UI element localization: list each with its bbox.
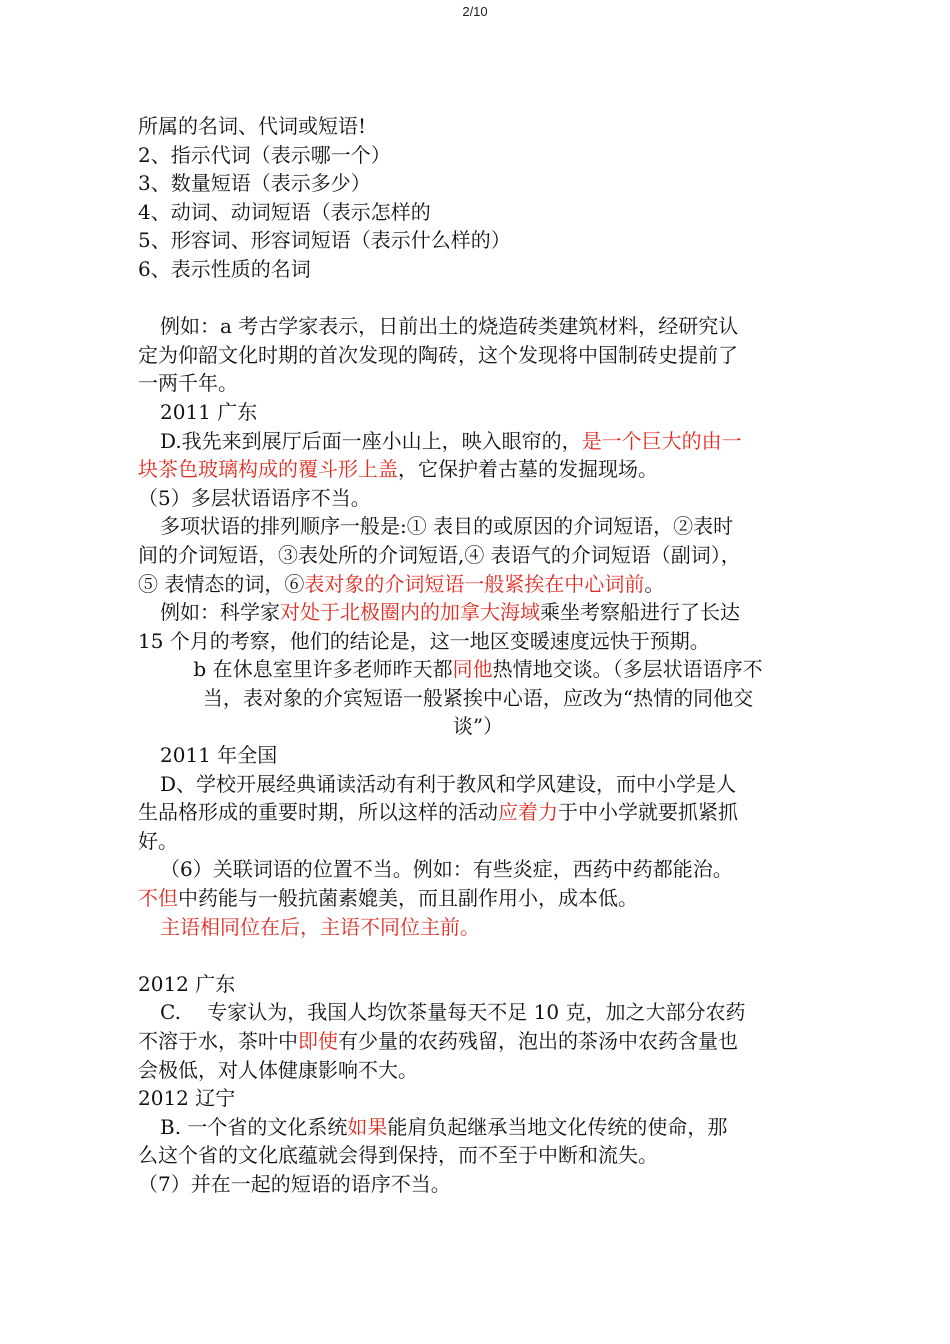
example-school-line-1: D、学校开展经典诵读活动有利于教风和学风建设，而中小学是人 [160,771,737,796]
year-heading-2012-guangdong: 2012 广东 [138,971,236,996]
example-school-line-2: 生品格形成的重要时期，所以这样的活动应着力于中小学就要抓紧抓 [138,800,738,825]
example-a-line-3: 一两千年。 [138,371,238,396]
section-heading-7: （7）并在一起的短语的语序不当。 [138,1171,451,1196]
year-heading-2012-liaoning: 2012 辽宁 [138,1086,236,1111]
list-item-3: 3、数量短语（表示多少） [138,171,371,196]
example-culture-line-2: 么这个省的文化底蕴就会得到保持，而不至于中断和流失。 [138,1143,658,1168]
example-culture-line-1: B. 一个省的文化系统如果能肩负起继承当地文化传统的使命，那 [160,1114,728,1139]
example-school-line-3: 好。 [138,828,178,853]
page-number: 2/10 [462,4,488,19]
section-heading-5: （5）多层状语语序不当。 [138,485,371,510]
example-tea-line-2: 不溶于水，茶叶中即使有少量的农药残留，泡出的茶汤中农药含量也 [138,1029,738,1053]
example-medicine-line: 不但中药能与一般抗菌素媲美，而且副作用小，成本低。 [138,886,638,911]
list-item-4: 4、动词、动词短语（表示怎样的 [138,199,431,224]
year-heading-2011-guangdong: 2011 广东 [160,399,258,424]
list-item-2: 2、指示代词（表示哪一个） [138,142,391,167]
list-item-5: 5、形容词、形容词短语（表示什么样的） [138,228,511,253]
document-body [138,112,818,1199]
order-rule-line-1: 多项状语的排列顺序一般是:① 表目的或原因的介词短语，②表时 [160,514,734,539]
year-heading-2011-national: 2011 年全国 [160,743,278,768]
blank-line [138,284,818,313]
text-line-1: 所属的名词、代词或短语! [138,114,367,138]
example-b-line-1: b 在休息室里许多老师昨天都同他热情地交谈。（多层状语语序不 [193,657,763,682]
example-b-line-2: 当，表对象的介宾短语一般紧挨中心语，应改为“热情的同他交 [202,685,754,710]
example-d-line-2: 块茶色玻璃构成的覆斗形上盖，它保护着古墓的发掘现场。 [138,457,658,482]
example-a-line-1: 例如：a 考古学家表示，日前出土的烧造砖类建筑材料，经研究认 [160,314,739,339]
list-item-6: 6、表示性质的名词 [138,256,311,281]
subject-rule-note: 主语相同位在后，主语不同位主前。 [160,914,480,939]
example-tea-line-1: C. 专家认为，我国人均饮茶量每天不足 10 克，加之大部分农药 [160,1000,746,1025]
example-scientist-line-1: 例如：科学家对处于北极圈内的加拿大海域乘坐考察船进行了长达 [160,600,740,625]
section-heading-6: （6）关联词语的位置不当。例如：有些炎症，西药中药都能治。 [160,857,733,882]
example-tea-line-3: 会极低，对人体健康影响不大。 [138,1057,418,1082]
blank-line [138,941,818,970]
example-d-line-1: D.我先来到展厅后面一座小山上，映入眼帘的，是一个巨大的由一 [160,428,742,453]
example-a-line-2: 定为仰韶文化时期的首次发现的陶砖，这个发现将中国制砖史提前了 [138,342,738,367]
order-rule-line-3: ⑤ 表情态的词，⑥表对象的介词短语一般紧挨在中心词前。 [138,571,665,596]
example-b-line-3: 谈”） [452,714,504,739]
order-rule-line-2: 间的介词短语，③表处所的介词短语,④ 表语气的介词短语（副词）， [138,542,741,567]
example-scientist-line-2: 15 个月的考察，他们的结论是，这一地区变暖速度远快于预期。 [138,628,710,653]
